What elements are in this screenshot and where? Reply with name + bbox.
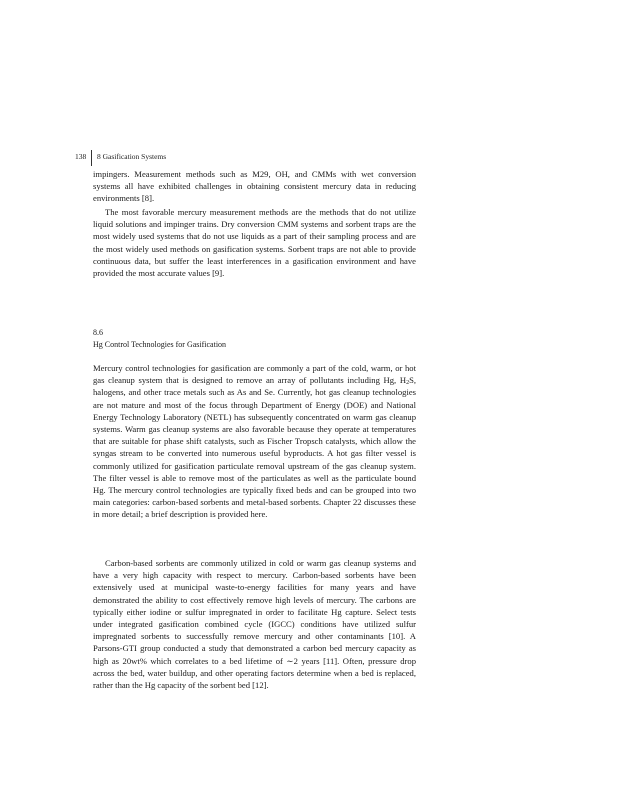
- section-title: Hg Control Technologies for Gasification: [93, 340, 227, 349]
- running-header: [0, 150, 618, 164]
- paragraph-measurement-methods: The most favorable mercury measurement methods are the methods that do not utilize liquid solutions and impinger trains. Dry conversion CMM systems and sorbent traps are the most widely used systems that do not use liquids as a part of their sampling process and are the most widely used methods on gasification systems. Sorbent traps are not able to provide continuous data, but suffer the least interferences in a gasification environment and have provided the most accurate values [9].: [93, 207, 416, 279]
- paragraph-control-technologies: [93, 362, 416, 521]
- paragraph-carbon-sorbents: Carbon-based sorbents are commonly utilized in cold or warm gas cleanup systems and have a very high capacity with respect to mercury. Carbon-based sorbents have been extensively used at municipal waste-to-energy facilities for many years and have demonstrated the ability to cost effectively remove high levels of mercury. The carbons are typically either iodine or sulfur impregnated in order to facilitate Hg capture. Select tests under integrated gasification combined cycle (IGCC) conditions have utilized sulfur impregnated sorbents to successfully remove mercury and other contaminants [10]. A Parsons-GTI group conducted a study that demonstrated a carbon bed mercury capacity as high as 20wt% which correlates to a bed lifetime of ∼2 years [11]. Often, pressure drop across the bed, water buildup, and other operating factors determine when a bed is replaced, rather than the Hg capacity of the sorbent bed [12].: [93, 558, 416, 691]
- chapter-title: 8 Gasification Systems: [97, 152, 167, 161]
- header-divider: [91, 150, 92, 166]
- section-number: 8.6: [93, 328, 103, 337]
- page-number: 138: [75, 152, 87, 161]
- paragraph-impingers: impingers. Measurement methods such as M29, OH, and CMMs with wet conversion systems all have exhibited challenges in obtaining consistent mercury data in reducing environments [8].: [93, 169, 416, 204]
- paragraph-text: S, halogens, and other trace metals such as As and Se. Currently, hot gas cleanup technologies are not mature and most of the focus through Department of Energy (DOE) and National Energy Technology Laboratory (NETL) has subsequently concentrated on warm gas cleanup systems. Warm gas cleanup systems are also favorable because they operate at temperatures that are suitable for phase shift catalysts, such as Fischer Tropsch catalysts, which allow the syngas stream to be converted into numerous useful byproducts. A hot gas filter vessel is commonly utilized for gasification particulate removal upstream of the gas cleanup system. The filter vessel is able to remove most of the particulates as well as the particulate bound Hg. The mercury control technologies are typically fixed beds and can be grouped into two main categories: carbon-based sorbents and metal-based sorbents. Chapter 22 discusses these in more detail; a brief description is provided here.: [93, 375, 416, 520]
- subscript: 2: [406, 380, 410, 387]
- paragraph-text: Mercury control technologies for gasification are commonly a part of the cold, warm, or hot gas cleanup system that is designed to remove an array of pollutants including Hg, H: [93, 363, 416, 386]
